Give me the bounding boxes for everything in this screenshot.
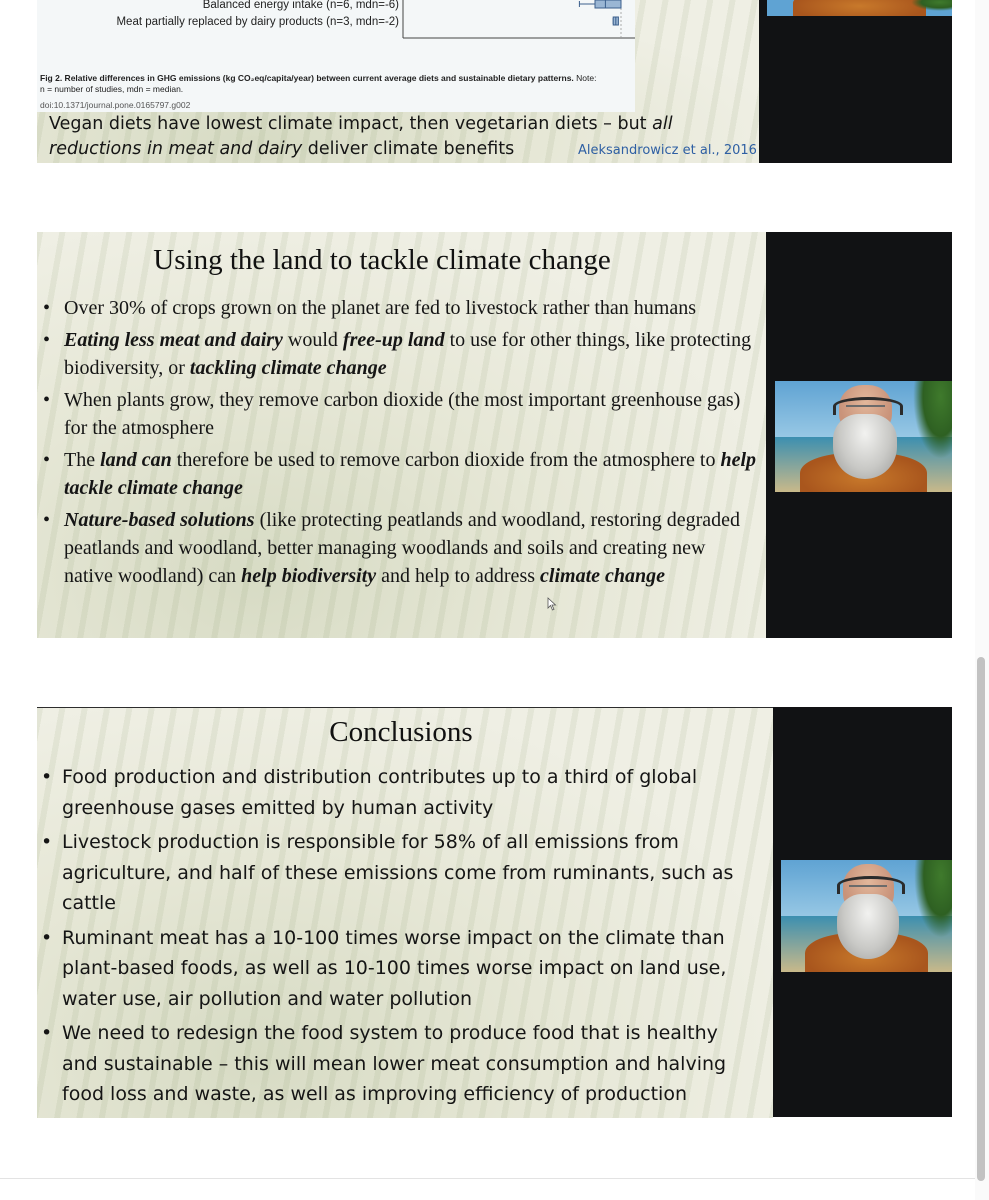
bullet-4-c: therefore be used to remove carbon dioxide from the atmosphere to — [171, 449, 721, 471]
bullet-2-e: tackling climate change — [189, 357, 387, 379]
bullet-5-b: (like protecting peatlands and woodland, restoring degraded peatlands and woodland, better managing woodlands and soils and creating new native woodland) can — [64, 509, 740, 587]
bullet-5 — [37, 506, 759, 590]
scrollbar-thumb[interactable] — [977, 657, 985, 1181]
caption-note: Note: — [573, 73, 597, 83]
bullet-4 — [37, 446, 759, 502]
summary-italic: all reductions in meat and dairy — [49, 114, 673, 159]
participant-video-2[interactable] — [775, 381, 952, 492]
slide-2-bullets — [37, 294, 759, 594]
bullet-4-a: The — [64, 449, 101, 471]
conclusion-1-text: Food production and distribution contributes up to a third of global greenhouse gases emitted by human activity — [62, 766, 698, 819]
bullet-5-e: climate change — [540, 565, 665, 587]
chart-row-label: Balanced energy intake (n=6, mdn=-6) — [202, 0, 399, 11]
bullet-2-b: would — [282, 329, 343, 351]
figure-caption — [40, 73, 630, 95]
conclusion-4-text: We need to redesign the food system to produce food that is healthy and sustainable – this will mean lower meat consumption and halving food loss and waste, as well as improving efficiency of production — [62, 1022, 727, 1105]
bullet-5-d: and help to address — [376, 565, 541, 587]
caption-bold: Fig 2. Relative differences in GHG emissions (kg CO₂eq/capita/year) between current average diets and sustainable dietary patterns. — [40, 73, 574, 83]
bullet-4-d: help tackle climate change — [64, 449, 757, 499]
conclusion-4 — [37, 1018, 757, 1110]
bullet-1-text: Over 30% of crops grown on the planet are fed to livestock rather than humans — [64, 297, 697, 319]
conclusion-1 — [37, 762, 757, 823]
bullet-2 — [37, 326, 759, 382]
mouse-cursor-icon — [547, 597, 557, 611]
slide-1 — [37, 0, 759, 163]
video-strip-3 — [773, 707, 952, 1117]
participant-video-3[interactable] — [781, 860, 952, 972]
bullet-1 — [37, 294, 759, 322]
bullet-5-a: Nature-based solutions — [64, 509, 255, 531]
bullet-5-c: help biodiversity — [241, 565, 377, 587]
video-strip-1 — [759, 0, 952, 163]
slide-3-bullets — [37, 762, 757, 1114]
chart-row-label: Meat partially replaced by dairy products (n=3, mdn=-2) — [116, 16, 399, 28]
slide-2 — [37, 232, 766, 638]
figure-panel — [37, 0, 635, 112]
bullet-2-d: to use for other things, like protecting biodiversity, or — [64, 329, 752, 379]
bullet-3-text: When plants grow, they remove carbon dioxide (the most important greenhouse gas) for the atmosphere — [64, 389, 741, 439]
conclusion-2-text: Livestock production is responsible for 58% of all emissions from agriculture, and half of these emissions come from ruminants, such as cattle — [62, 831, 734, 914]
doi-text: doi:10.1371/journal.pone.0165797.g002 — [40, 100, 191, 110]
slide-3 — [37, 707, 773, 1118]
conclusion-3 — [37, 923, 757, 1015]
participant-video-1[interactable] — [767, 0, 952, 16]
citation: Aleksandrowicz et al., 2016 — [578, 143, 757, 158]
bullet-2-a: Eating less meat and dairy — [64, 329, 283, 351]
summary-part2: deliver climate benefits — [302, 139, 515, 159]
summary-part1: Vegan diets have lowest climate impact, then vegetarian diets – but — [49, 114, 653, 134]
conclusion-3-text: Ruminant meat has a 10-100 times worse impact on the climate than plant-based foods, as well as 10-100 times worse impact on land use, water use, air pollution and water pollution — [62, 926, 727, 1010]
bottom-divider — [0, 1178, 975, 1179]
conclusion-2 — [37, 827, 757, 919]
bullet-3 — [37, 386, 759, 442]
box — [595, 0, 621, 8]
bullet-2-c: free-up land — [342, 329, 445, 351]
bullet-4-b: land can — [100, 449, 172, 471]
slide-2-title: Using the land to tackle climate change — [153, 244, 611, 276]
caption-line2: n = number of studies, mdn = median. — [40, 84, 184, 94]
video-strip-2 — [766, 232, 952, 638]
page-scrollbar[interactable] — [975, 0, 989, 1200]
box-chart — [37, 0, 635, 68]
slide-3-title: Conclusions — [329, 716, 473, 748]
